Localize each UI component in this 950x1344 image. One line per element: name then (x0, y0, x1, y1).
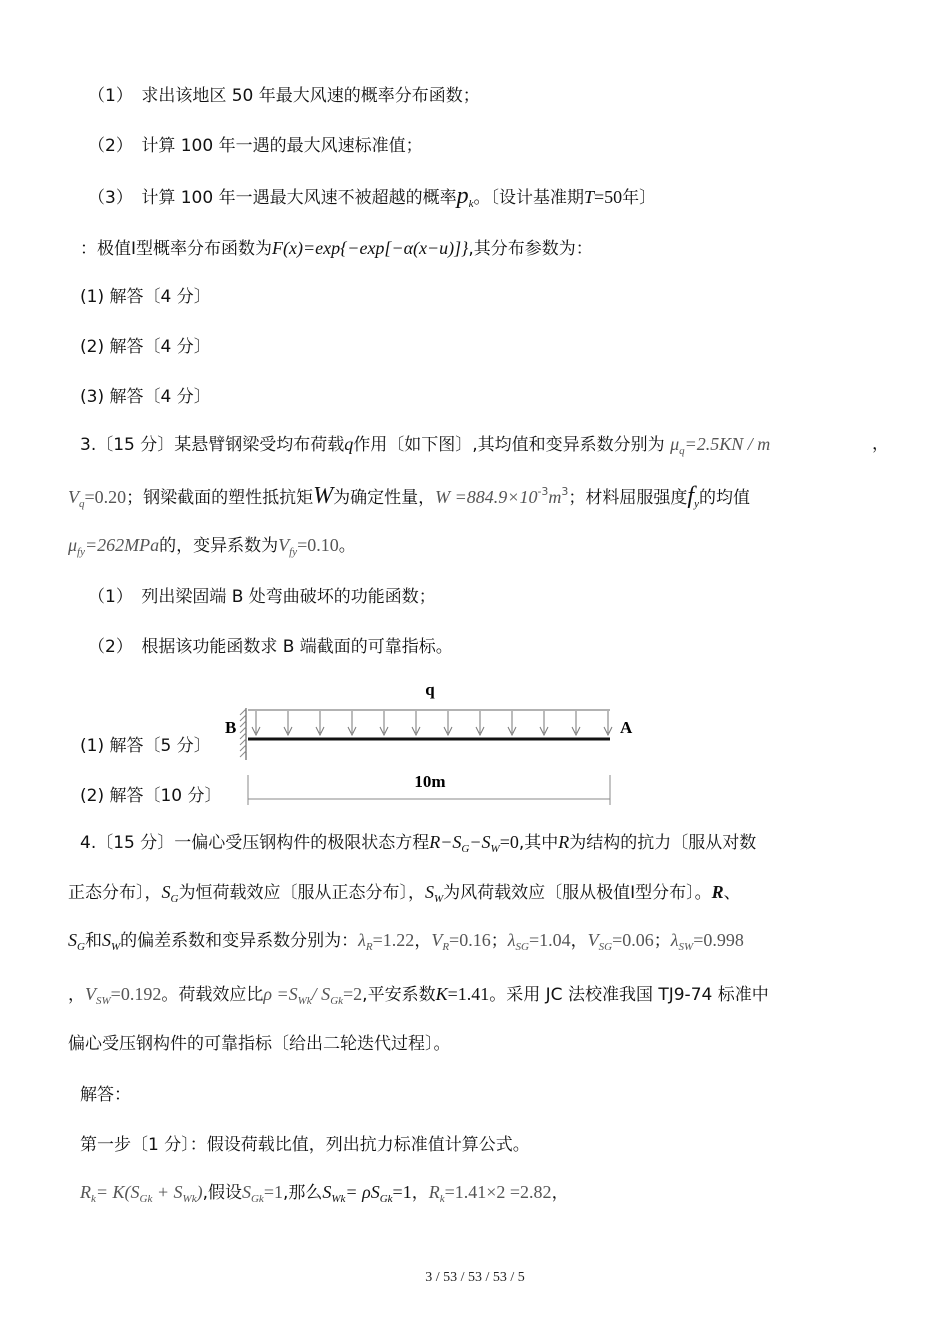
lse-R: R−S (429, 832, 462, 852)
V-SG-value: =0.06 (612, 930, 654, 950)
q2-item-2: （2） 计算 100 年一遇的最大风速标准值； (88, 136, 423, 156)
line3-SG: S (68, 930, 77, 950)
SGk-symbol: S (241, 1182, 251, 1202)
q4-line-1-c: 为结构的抗力〔服从对数 (569, 833, 757, 853)
SG-symbol: S (161, 882, 171, 902)
W-value: W =884.9×10 (435, 487, 538, 507)
lse-end: =0 (499, 832, 519, 852)
q4-line-5: 偏心受压钢构件的可靠指标〔给出二轮迭代过程〕。 (68, 1034, 451, 1054)
W-unit: m (548, 487, 562, 507)
q2-item-3 (88, 184, 656, 216)
W-unit-exponent: 3 (561, 485, 569, 498)
q4-line-4: ，$V_{SW}=0.192$。荷载效应比$\rho =S_{Wk}/$ $S_{Gk}=2$,平安系数K=1.41。采用 JC 法校准我国 TJ9-74 标准中 (68, 984, 769, 1007)
q2-item-1: （1） 求出该地区 50 年最大风速的概率分布函数； (88, 86, 480, 106)
q2-answer-1: (1) 解答〔4 分〕 (80, 287, 211, 307)
q4-line-1 (80, 830, 756, 861)
lambda-SW-value: =0.998 (693, 930, 744, 950)
R-bold-symbol: R (711, 882, 724, 902)
q3-answer-1: (1) 解答〔5 分〕 (80, 736, 211, 756)
span-label: 10m (414, 772, 446, 791)
R-symbol: R (558, 832, 570, 852)
Rk-sub: k (91, 1193, 96, 1205)
SGk-sub: Gk (250, 1193, 264, 1205)
V-fy-value: =0.10 (297, 535, 339, 555)
end-a-label: A (620, 718, 633, 737)
q3-line-2 (68, 480, 750, 516)
Rk-SG-sub: Gk (139, 1193, 153, 1205)
V-fy-sub: fy (289, 546, 298, 558)
rho-mid: / S (311, 984, 331, 1004)
rho-sub-Gk: Gk (330, 995, 344, 1007)
K-value: =1.41 (447, 984, 490, 1004)
mu-fy-value: =262MPa (85, 535, 160, 555)
q3-line-2-a: ；钢梁截面的塑性抵抗矩 (126, 488, 314, 508)
step-1: 第一步〔1 分〕：假设荷载比值，列出抗力标准值计算公式。 (80, 1135, 530, 1155)
fixed-support-hatch (240, 709, 246, 757)
mu-q-sub: q (679, 445, 685, 457)
line3-SW-sub: W (110, 941, 121, 953)
lambda-SG: λ (507, 930, 516, 950)
q3-line-3-end: 。 (338, 536, 356, 556)
K-symbol: K (435, 984, 448, 1004)
SWk-value: =1 (392, 1182, 412, 1202)
assume-text: ,假设 (202, 1183, 242, 1203)
rho-expr: ρ =S (263, 984, 298, 1004)
Rk2-symbol: R (428, 1182, 440, 1202)
mu-fy-sub: fy (77, 546, 85, 558)
lambda-SG-value: =1.04 (528, 930, 571, 950)
pk-symbol: p (456, 183, 469, 209)
q3-item-1: （1） 列出梁固端 B 处弯曲破坏的功能函数； (88, 587, 436, 607)
q4-line-1-b: ,其中 (518, 833, 559, 853)
q4-line-2-c: 为风荷载效应〔服从极值Ⅰ型分布〕。 (443, 883, 712, 903)
V-R: V (431, 930, 443, 950)
Rk-eq: = K(S (95, 1182, 140, 1202)
W-exponent: -3 (537, 485, 549, 498)
lambda-R-sub: R (365, 941, 373, 953)
q2-item-3-tail: 。〔设计基准期 (473, 188, 584, 208)
V-R-sub: R (442, 941, 450, 953)
SWk-symbol: S (322, 1182, 332, 1202)
V-SW-sub: SW (96, 995, 111, 1007)
lambda-R: λ (358, 930, 366, 950)
lse-sub-W: W (490, 843, 500, 855)
V-fy-symbol: V (278, 535, 290, 555)
fy-sub: y (694, 498, 699, 510)
q2-item-3-end: 年〕 (622, 188, 657, 208)
fy-symbol: f (687, 483, 695, 509)
V-SG-sub: SG (598, 941, 613, 953)
T-value: =50 (593, 187, 623, 207)
lse-mid: −S (469, 832, 491, 852)
Vq-value: =0.20 (84, 487, 127, 507)
q4-line-4-a: 。荷载效应比 (161, 985, 264, 1005)
SWk-eq: = ρS (345, 1182, 380, 1202)
q3-line-2-c: ；材料屈服强度 (568, 488, 688, 508)
q4-line-2-b: 为恒荷载效应〔服从正态分布〕， (178, 883, 425, 903)
q3-line-3 (68, 533, 356, 564)
mu-q-symbol: μ (670, 434, 680, 454)
q3-line-2-b: 为确定性量， (333, 488, 436, 508)
load-label: q (425, 680, 435, 699)
Vq-symbol: V (68, 487, 79, 507)
line3-SW: S (101, 930, 111, 950)
V-SW: V (85, 984, 96, 1004)
q4-line-4-b: ,平安系数 (362, 985, 436, 1005)
support-b-label: B (225, 718, 237, 737)
Rk-plus: + S (152, 1182, 183, 1202)
formula-suffix: ,其分布参数为： (468, 239, 593, 259)
end-comma: ， (551, 1183, 569, 1203)
mu-q-value: =2.5KN / m (684, 434, 771, 454)
SG-sub: G (170, 893, 179, 905)
q4-line-3: $S_G$和$S_W$的偏差系数和变异系数分别为：$\lambda_R=1.22$，$V_R=0.16$；$\lambda_{SG}=1.04$，$V_{SG}=0.06$；$\lambda_{SW}=0.998$ (68, 930, 744, 953)
line3-SG-sub: G (77, 941, 85, 953)
V-R-value: =0.16 (449, 930, 491, 950)
q4-line-4-c: 。采用 JC 法校准我国 TJ9-74 标准中 (489, 985, 769, 1005)
q3-line-1-a: 3.〔15 分〕某悬臂钢梁受均布荷载 (80, 435, 345, 455)
q4-line-2 (68, 880, 741, 911)
q2-formula-line (80, 236, 593, 261)
lambda-SW-sub: SW (678, 941, 694, 953)
lambda-R-value: =1.22 (372, 930, 415, 950)
V-SG: V (587, 930, 599, 950)
step-1-formula-line (80, 1180, 569, 1211)
gumbel-formula: F(x)=exp{−exp[−α(x−u)]} (272, 238, 469, 258)
q3-item-2: （2） 根据该功能函数求 B 端截面的可靠指标。 (88, 637, 453, 657)
SW-symbol: S (424, 882, 434, 902)
q4-line-2-end: 、 (723, 883, 741, 903)
lambda-SW: λ (670, 930, 679, 950)
q2-answer-3: (3) 解答〔4 分〕 (80, 387, 211, 407)
W-symbol: W (313, 483, 334, 509)
q2-answer-2: (2) 解答〔4 分〕 (80, 337, 211, 357)
comma: ， (411, 1183, 429, 1203)
q4-line-2-a: 正态分布〕， (68, 883, 162, 903)
q3-answer-2: (2) 解答〔10 分〕 (80, 786, 222, 806)
SW-sub: W (433, 893, 444, 905)
pk-subscript: k (468, 198, 474, 210)
SGk-value: =1 (263, 1182, 283, 1202)
distributed-load-arrows (252, 711, 612, 735)
SWk-Gk-sub: Gk (379, 1193, 393, 1205)
cantilever-beam-diagram (220, 675, 640, 815)
answer-label: 解答： (80, 1085, 131, 1105)
q3-line-1-end: ， (872, 434, 889, 454)
rho-value: =2 (343, 984, 363, 1004)
SWk-sub: Wk (331, 1193, 346, 1205)
q4-line-3-a: 的偏差系数和变异系数分别为： (120, 931, 359, 951)
formula-prefix: ：极值Ⅰ型概率分布函数为 (80, 239, 273, 259)
Rk2-sub: k (439, 1193, 445, 1205)
q2-item-3-text: （3） 计算 100 年一遇最大风速不被超越的概率 (88, 188, 457, 208)
then-text: ,那么 (282, 1183, 323, 1203)
lambda-SG-sub: SG (515, 941, 529, 953)
T-symbol: T (583, 187, 594, 207)
rho-sub-Wk: Wk (297, 995, 312, 1007)
Rk-symbol: R (80, 1182, 91, 1202)
lse-sub-G: G (461, 843, 470, 855)
Rk-close: ) (196, 1182, 203, 1202)
page-footer: 3 / 53 / 53 / 53 / 5 (425, 1270, 525, 1285)
Rk-SW-sub: Wk (182, 1193, 197, 1205)
q3-line-3-a: 的，变异系数为 (159, 536, 279, 556)
q4-line-1-a: 4.〔15 分〕一偏心受压钢构件的极限状态方程 (80, 833, 430, 853)
V-SW-value: =0.192 (110, 984, 162, 1004)
Rk2-value: =1.41×2 =2.82 (444, 1182, 552, 1202)
line3-and: 和 (84, 931, 102, 951)
Vq-sub: q (79, 498, 85, 510)
q-symbol: q (344, 434, 354, 454)
q3-line-2-d: 的均值 (698, 488, 750, 508)
mu-fy-symbol: μ (68, 535, 78, 555)
q3-line-1-b: 作用〔如下图〕,其均值和变异系数分别为 (353, 435, 665, 455)
q3-line-1 (80, 432, 770, 463)
